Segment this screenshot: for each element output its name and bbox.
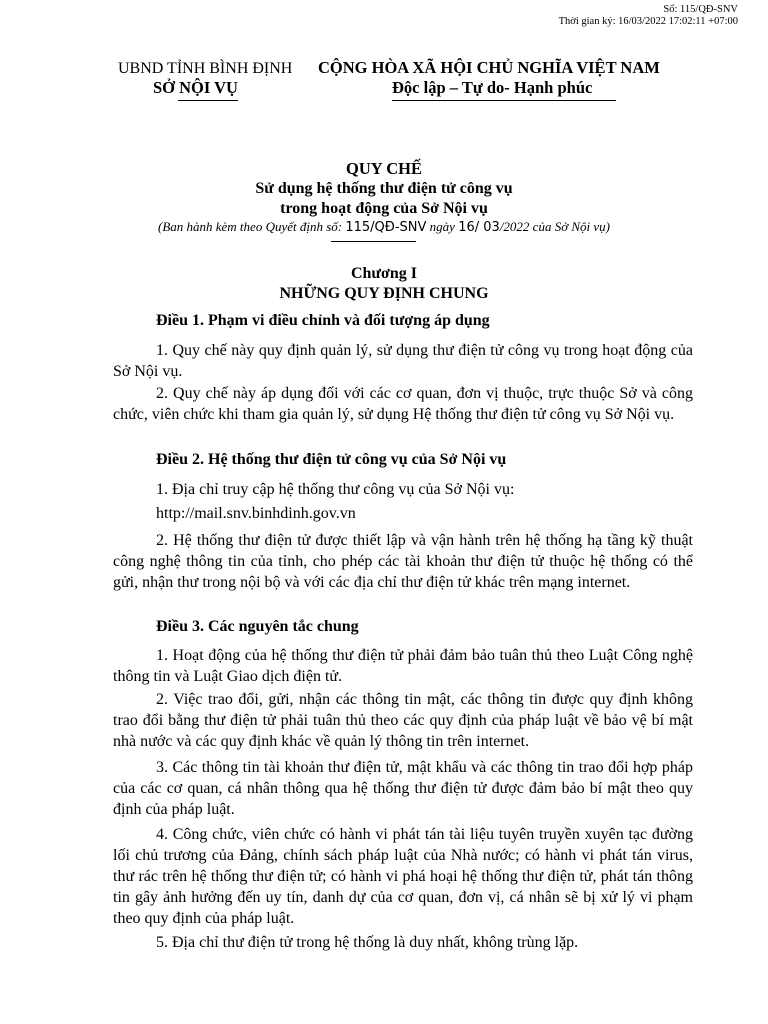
- article3-para3: 3. Các thông tin tài khoản thư điện tử, mật khẩu và các thông tin trao đổi hợp pháp của các cơ quan, cá nhân thông qua hệ thống thư điện tử được đảm bảo bí mật theo quy định của pháp luật.: [113, 759, 693, 818]
- article2-url: http://mail.snv.binhdinh.gov.vn: [156, 505, 356, 522]
- issued-day-month: 16/ 03: [458, 220, 500, 235]
- article1-heading: Điều 1. Phạm vi điều chỉnh và đối tượng áp dụng: [156, 312, 490, 329]
- article3-heading: Điều 3. Các nguyên tắc chung: [156, 618, 359, 635]
- chapter-name: NHỮNG QUY ĐỊNH CHUNG: [279, 285, 489, 302]
- country-line2: Độc lập – Tự do- Hạnh phúc: [392, 78, 593, 97]
- article1-para1: 1. Quy chế này quy định quản lý, sử dụng thư điện tử công vụ trong hoạt động của Sở Nội vụ.: [113, 342, 693, 380]
- doc-subtitle-1: Sử dụng hệ thống thư điện tử công vụ: [255, 180, 513, 197]
- article2-para1: 1. Địa chỉ truy cập hệ thống thư công vụ của Sở Nội vụ:: [156, 481, 515, 498]
- agency-line2: SỞ NỘI VỤ: [153, 78, 238, 97]
- agency-underline: [178, 100, 238, 101]
- article2-para2: 2. Hệ thống thư điện tử được thiết lập và vận hành trên hệ thống hạ tầng kỹ thuật công nghệ thông tin của tỉnh, cho phép các tài khoản thư điện tử thuộc hệ thống có thể gửi, nhận thư trong nội bộ và với các địa chỉ thư điện tử khác trên mạng internet.: [113, 532, 693, 591]
- issued-date-label: ngày: [429, 219, 455, 234]
- doc-subtitle-2: trong hoạt động của Sở Nội vụ: [280, 200, 488, 217]
- article1-para2: 2. Quy chế này áp dụng đối với các cơ quan, đơn vị thuộc, trực thuộc Sở và công chức, viên chức khi tham gia quản lý, sử dụng Hệ thống thư điện tử công vụ Sở Nội vụ.: [113, 385, 693, 423]
- motto-underline: [392, 100, 616, 101]
- article2-heading: Điều 2. Hệ thống thư điện tử công vụ của Sở Nội vụ: [156, 451, 507, 468]
- signature-number: Số: 115/QĐ-SNV: [663, 4, 738, 15]
- article3-para5: 5. Địa chỉ thư điện tử trong hệ thống là duy nhất, không trùng lặp.: [156, 934, 579, 951]
- title-underline: [331, 241, 416, 242]
- issued-number: 115/QĐ-SNV: [345, 220, 427, 235]
- article3-para1: 1. Hoạt động của hệ thống thư điện tử phải đảm bảo tuân thủ theo Luật Công nghệ thông tin và Luật Giao dịch điện tử.: [113, 647, 693, 685]
- article3-para4: 4. Công chức, viên chức có hành vi phát tán tài liệu tuyên truyền xuyên tạc đường lối chủ trương của Đảng, chính sách pháp luật của Nhà nước; có hành vi phát tán virus, thư rác trên hệ thống thư điện tử; có hành vi phá hoại hệ thống thư điện tử, phát tán thông tin gây ảnh hưởng đến uy tín, danh dự của cơ quan, đơn vị, cá nhân sẽ bị xử lý vi phạm theo quy định của pháp luật.: [113, 826, 693, 927]
- signature-time: Thời gian ký: 16/03/2022 17:02:11 +07:00: [558, 16, 738, 27]
- article3-para2: 2. Việc trao đổi, gửi, nhận các thông tin mật, các thông tin được quy định không trao đổi bằng thư điện tử phải tuân thủ theo các quy định của pháp luật về bảo vệ bí mật nhà nước và các quy định khác về quản lý thông tin trên internet.: [113, 691, 693, 750]
- country-line1: CỘNG HÒA XÃ HỘI CHỦ NGHĨA VIỆT NAM: [318, 58, 660, 77]
- agency-line1: UBND TỈNH BÌNH ĐỊNH: [118, 60, 293, 77]
- issued-line: [0, 219, 768, 235]
- chapter-label: Chương I: [350, 265, 418, 282]
- issued-suffix: /2022 của Sở Nội vụ): [499, 219, 611, 234]
- issued-prefix: (Ban hành kèm theo Quyết định số:: [157, 219, 343, 234]
- doc-title: QUY CHẾ: [346, 159, 422, 178]
